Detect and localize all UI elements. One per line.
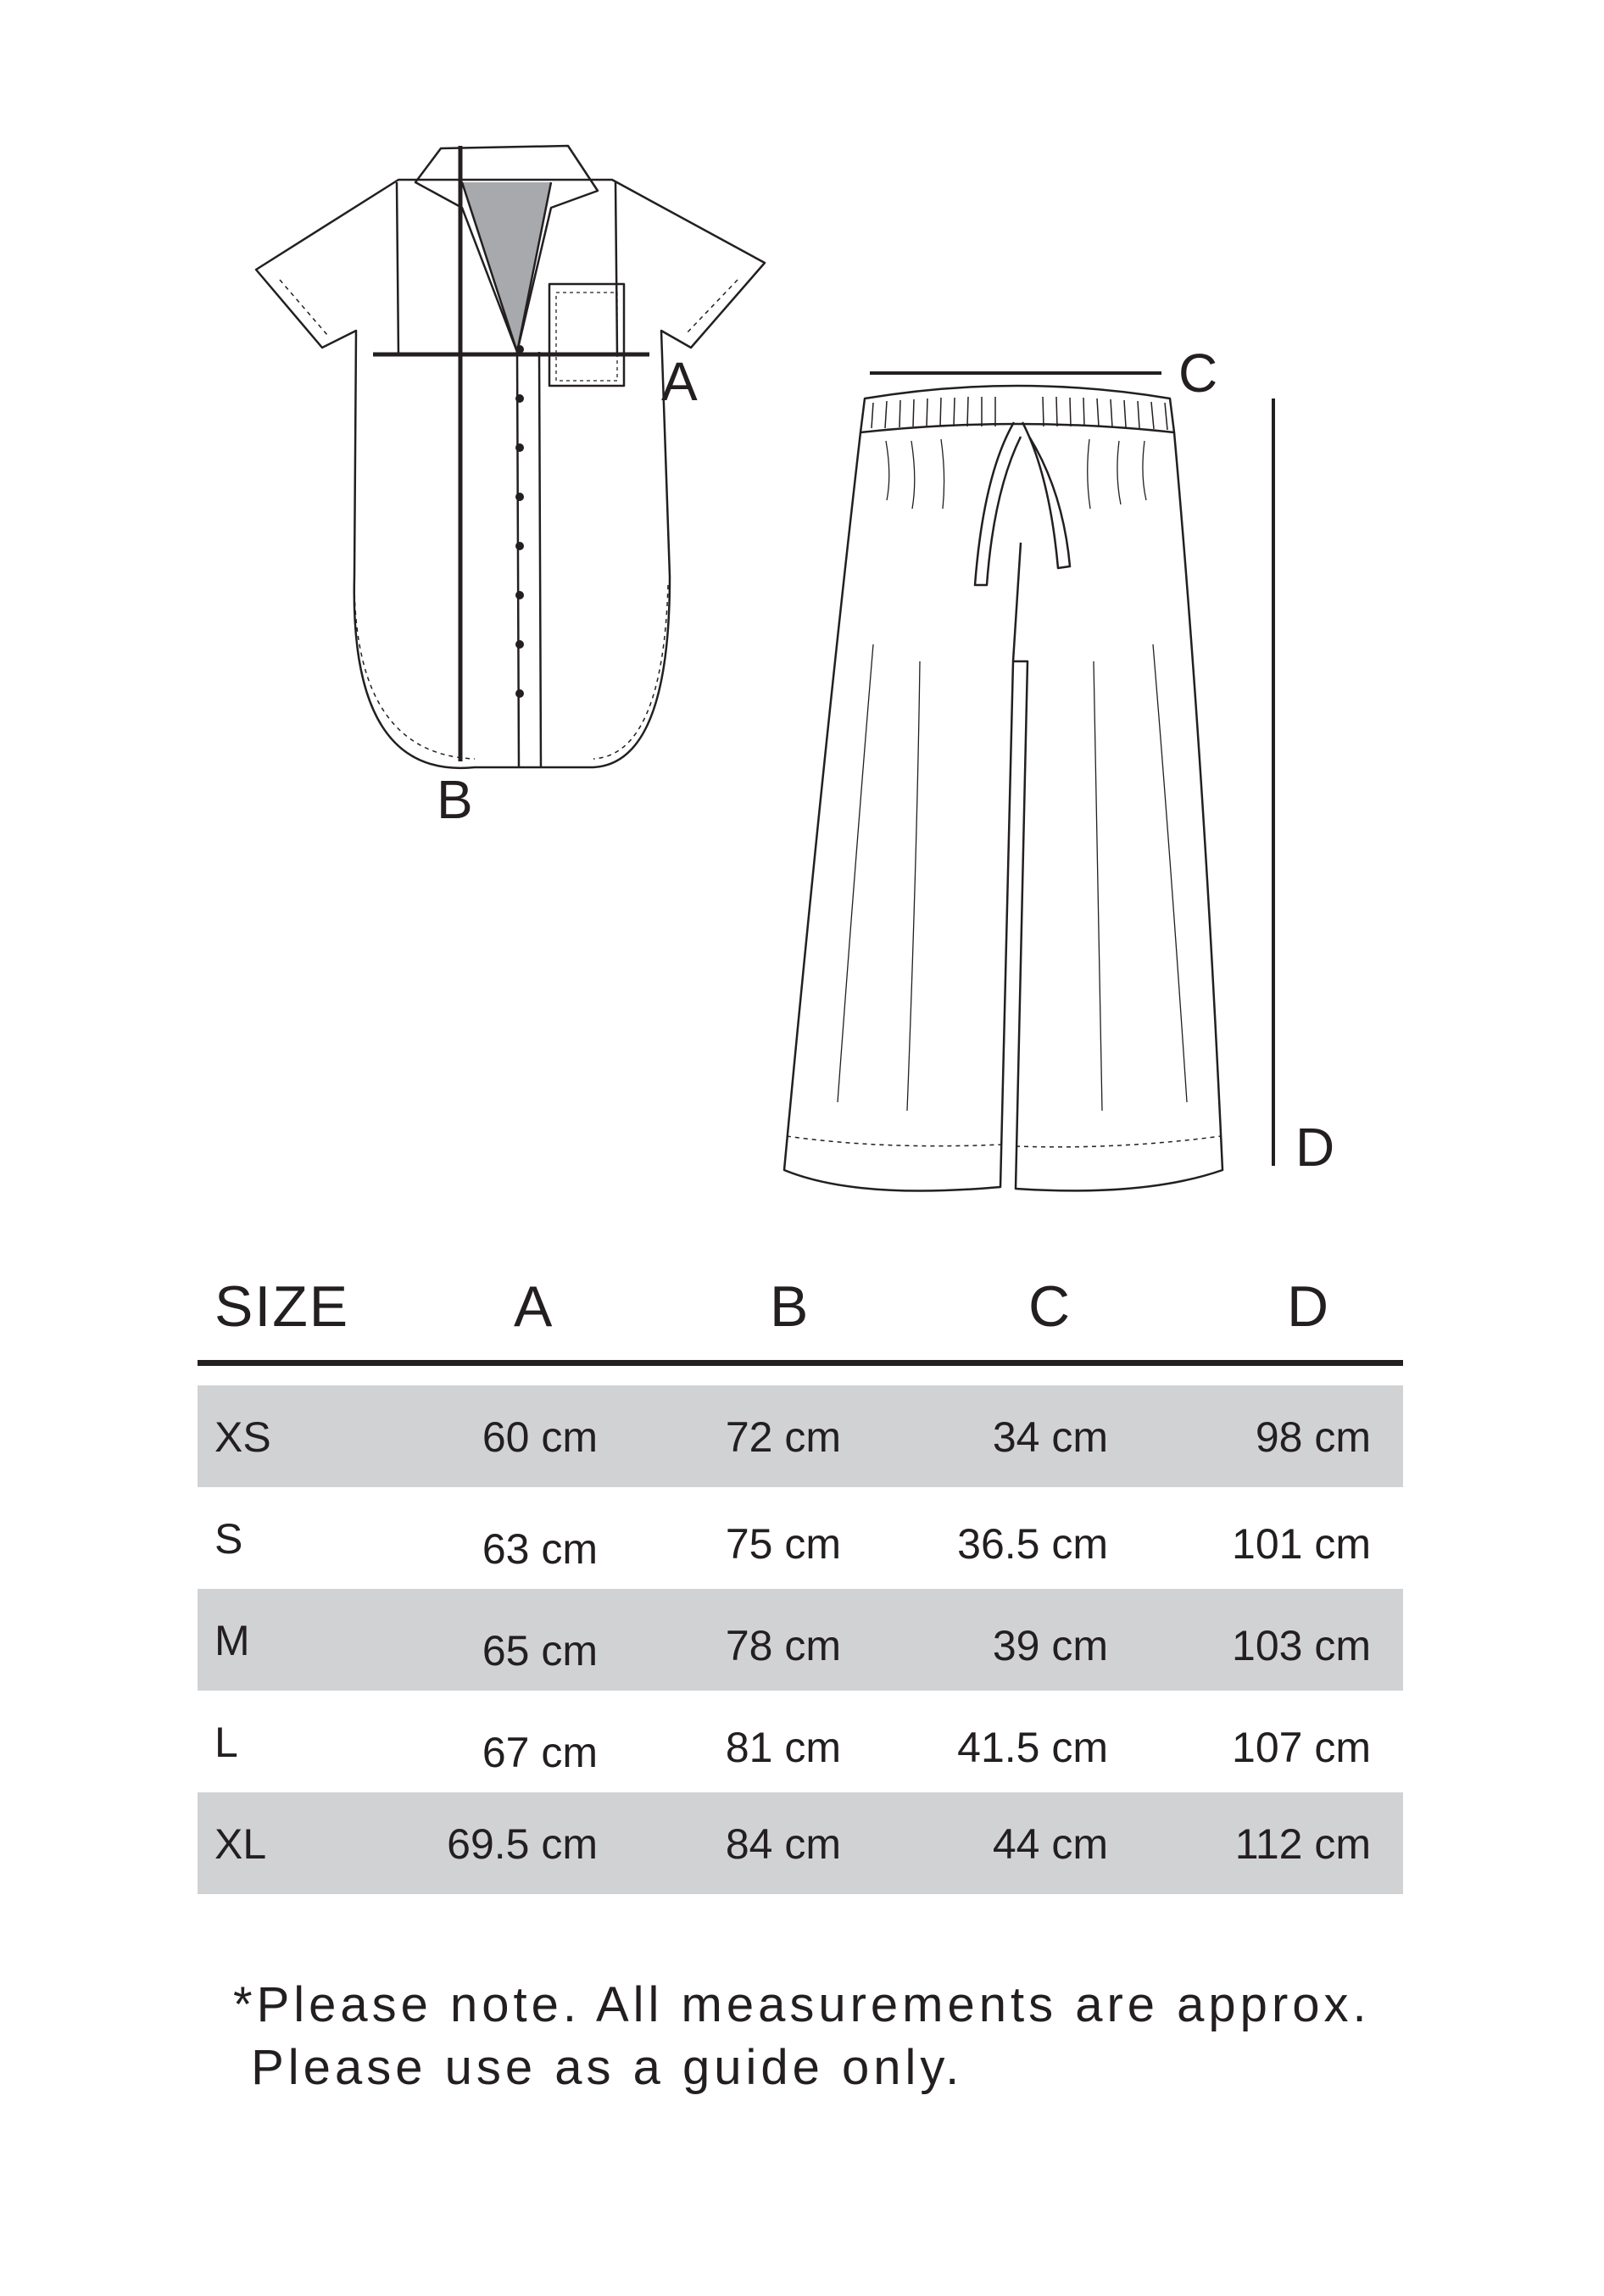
cell-d: 103 cm [1232, 1622, 1371, 1669]
note-line-1: *Please note. All measurements are approx. [233, 1977, 1371, 2032]
cell-size: XL [214, 1820, 267, 1868]
header-rule [198, 1360, 1403, 1366]
header-a: A [514, 1274, 554, 1339]
cell-b: 78 cm [725, 1622, 841, 1669]
cell-size: M [214, 1617, 250, 1664]
table-body [198, 1385, 1403, 1894]
table-row [198, 1589, 1403, 1691]
table-header [198, 1257, 1403, 1362]
cell-a: 63 cm [482, 1525, 598, 1573]
header-c: C [1028, 1274, 1072, 1339]
label-a: A [661, 351, 698, 412]
note-line-2: Please use as a guide only. [233, 2040, 964, 2095]
cell-b: 75 cm [725, 1520, 841, 1568]
cell-c: 41.5 cm [957, 1724, 1108, 1771]
cell-a: 65 cm [482, 1627, 598, 1675]
cell-b: 81 cm [725, 1724, 841, 1771]
cell-a: 69.5 cm [447, 1820, 598, 1868]
label-b: B [437, 769, 473, 830]
cell-a: 67 cm [482, 1729, 598, 1776]
cell-c: 44 cm [992, 1820, 1108, 1868]
header-b: B [770, 1274, 810, 1339]
cell-size: L [214, 1719, 238, 1766]
table-row [198, 1691, 1403, 1792]
size-table [198, 1257, 1403, 1868]
table-row [198, 1792, 1403, 1894]
label-d: D [1295, 1117, 1335, 1178]
pants-drawing [784, 386, 1222, 1191]
cell-a: 60 cm [482, 1413, 598, 1461]
cell-b: 84 cm [725, 1820, 841, 1868]
shirt-drawing [256, 146, 765, 768]
cell-size: S [214, 1515, 243, 1563]
header-size: SIZE [214, 1274, 350, 1339]
header-d: D [1287, 1274, 1331, 1339]
label-c: C [1178, 343, 1218, 404]
cell-d: 112 cm [1234, 1820, 1371, 1868]
table-row [198, 1487, 1403, 1589]
cell-b: 72 cm [725, 1413, 841, 1461]
measurement-note [233, 1974, 1371, 2099]
cell-c: 34 cm [992, 1413, 1108, 1461]
cell-d: 107 cm [1232, 1724, 1371, 1771]
cell-c: 39 cm [992, 1622, 1108, 1669]
cell-size: XS [214, 1413, 271, 1461]
cell-c: 36.5 cm [957, 1520, 1108, 1568]
cell-d: 98 cm [1255, 1413, 1371, 1461]
table-row [198, 1385, 1403, 1487]
shirt-buttons [515, 345, 524, 698]
cell-d: 101 cm [1232, 1520, 1371, 1568]
